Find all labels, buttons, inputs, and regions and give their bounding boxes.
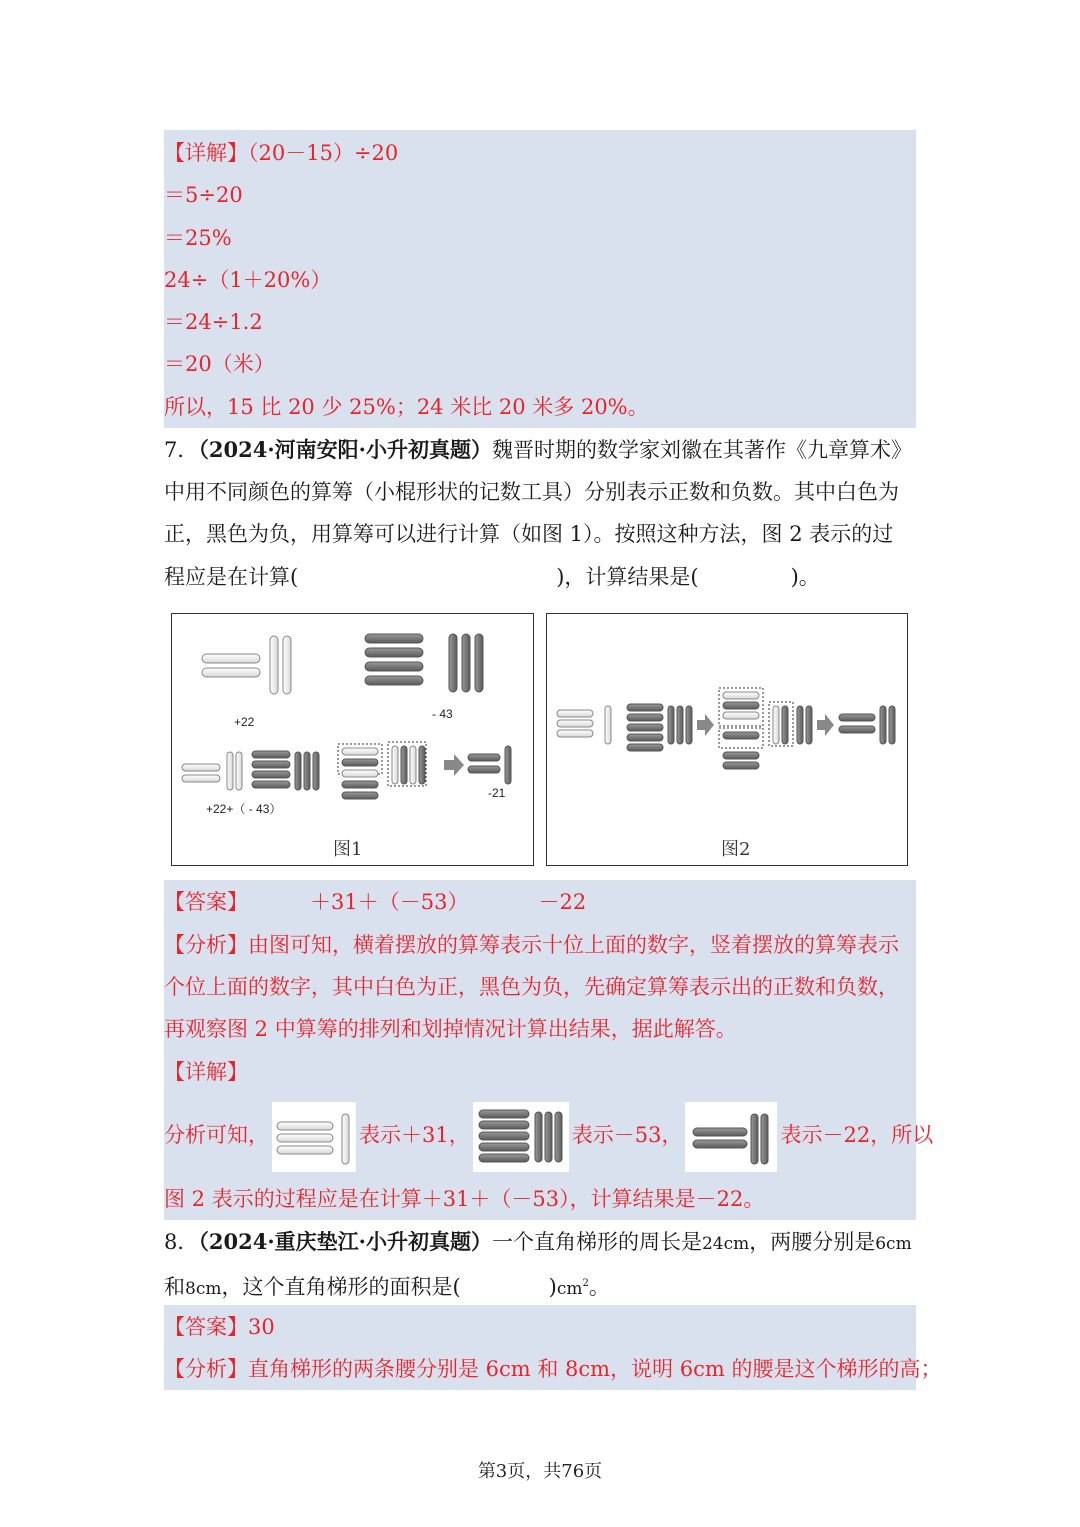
- rod-image-minus22: [685, 1102, 777, 1172]
- fig1-label-minus43: - 43: [432, 707, 453, 721]
- detail-text: 分析可知，: [164, 1123, 269, 1147]
- question-text: )。: [790, 565, 820, 589]
- question-text: 。: [588, 1275, 610, 1299]
- question-text: 魏晋时期的数学家刘徽在其著作《九章算术》: [491, 438, 912, 462]
- sol6-line-1: [164, 138, 916, 168]
- page-footer: 第3页，共76页: [477, 1461, 603, 1482]
- question-value: 8cm: [185, 1279, 222, 1299]
- fig1-label-plus22: +22: [234, 715, 255, 729]
- analysis-text: 直角梯形的两条腰分别是 6cm 和 8cm，说明 6cm 的腰是这个梯形的高；: [248, 1357, 942, 1381]
- unit-exponent: 2: [582, 1278, 589, 1289]
- answer-blank-1: ＋31＋（－53）: [310, 890, 469, 914]
- fig1-label-result: -21: [488, 786, 506, 800]
- figure-2-drawing: [547, 614, 907, 865]
- ans7-detail-conclusion: 图 2 表示的过程应是在计算＋31＋（－53），计算结果是－22。: [164, 1187, 765, 1211]
- ans7-analysis-3: 再观察图 2 中算筹的排列和划掉情况计算出结果，据此解答。: [164, 1017, 737, 1041]
- question-value: 6cm: [875, 1234, 912, 1254]
- question-number: 7．: [164, 438, 199, 462]
- question-text: ): [548, 1275, 557, 1299]
- answer-tag: 【答案】: [164, 1315, 248, 1339]
- ans7-detail-tag: 【详解】: [164, 1060, 248, 1084]
- q7-line-1: [164, 435, 916, 465]
- unit: cm: [556, 1279, 583, 1299]
- answer-value: 30: [248, 1315, 275, 1339]
- sol6-line-5: ＝24÷1.2: [164, 310, 263, 334]
- figure-1: [171, 613, 534, 866]
- answer-blank-2: －22: [538, 890, 587, 914]
- figure-1-drawing: [172, 614, 533, 865]
- calc-step: （20－15）÷20: [248, 141, 399, 165]
- rod-image-plus31: [272, 1102, 356, 1172]
- q8-line-2: [164, 1269, 916, 1304]
- detail-tag: 【详解】: [164, 141, 248, 165]
- detail-text: 表示－53，: [571, 1123, 683, 1147]
- fig1-label-sum: +22+（ - 43）: [206, 802, 282, 816]
- ans8-answer-line: [164, 1312, 916, 1342]
- ans7-detail-line: [164, 1098, 934, 1172]
- sol6-line-4: 24÷（1＋20%）: [164, 268, 332, 292]
- question-value: 24cm: [701, 1234, 750, 1254]
- q7-line-2: 中用不同颜色的算筹（小棍形状的记数工具）分别表示正数和负数。其中白色为: [164, 480, 899, 504]
- question-source: （2024·河南安阳·小升初真题）: [198, 437, 492, 462]
- question-text: ，这个直角梯形的面积是(: [221, 1275, 461, 1299]
- question-number: 8．: [164, 1230, 199, 1254]
- q8-line-1: [164, 1227, 916, 1259]
- figure-2: [546, 613, 908, 866]
- question-text: ，两腰分别是: [749, 1230, 876, 1254]
- detail-text: 表示＋31，: [359, 1123, 470, 1147]
- analysis-text: 由图可知，横着摆放的算筹表示十位上面的数字，竖着摆放的算筹表示: [248, 933, 899, 957]
- q7-line-4: [164, 562, 916, 592]
- figure-1-caption: 图1: [333, 839, 363, 860]
- question-text: 程应是在计算(: [164, 565, 299, 589]
- ans7-analysis-2: 个位上面的数字，其中白色为正，黑色为负，先确定算筹表示出的正数和负数，: [164, 975, 899, 999]
- answer-tag: 【答案】: [164, 890, 248, 914]
- analysis-tag: 【分析】: [164, 1357, 248, 1381]
- question-text: 一个直角梯形的周长是: [491, 1230, 702, 1254]
- q7-line-3: 正，黑色为负，用算筹可以进行计算（如图 1）。按照这种方法，图 2 表示的过: [164, 522, 894, 546]
- sol6-line-3: ＝25%: [164, 226, 232, 250]
- question-text: )，计算结果是(: [556, 565, 699, 589]
- rod-image-minus53: [473, 1102, 569, 1172]
- question-text: 和: [164, 1275, 185, 1299]
- ans8-analysis-line: [164, 1354, 942, 1384]
- sol6-conclusion: 所以，15 比 20 少 25%；24 米比 20 米多 20%。: [164, 395, 649, 419]
- figure-2-caption: 图2: [721, 839, 751, 860]
- detail-text: 表示－22，所以: [780, 1123, 934, 1147]
- analysis-tag: 【分析】: [164, 933, 248, 957]
- sol6-line-6: ＝20（米）: [164, 352, 275, 376]
- ans7-analysis-1: [164, 930, 916, 960]
- ans7-answer-line: [164, 887, 916, 917]
- question-source: （2024·重庆垫江·小升初真题）: [198, 1229, 492, 1254]
- sol6-line-2: ＝5÷20: [164, 183, 243, 207]
